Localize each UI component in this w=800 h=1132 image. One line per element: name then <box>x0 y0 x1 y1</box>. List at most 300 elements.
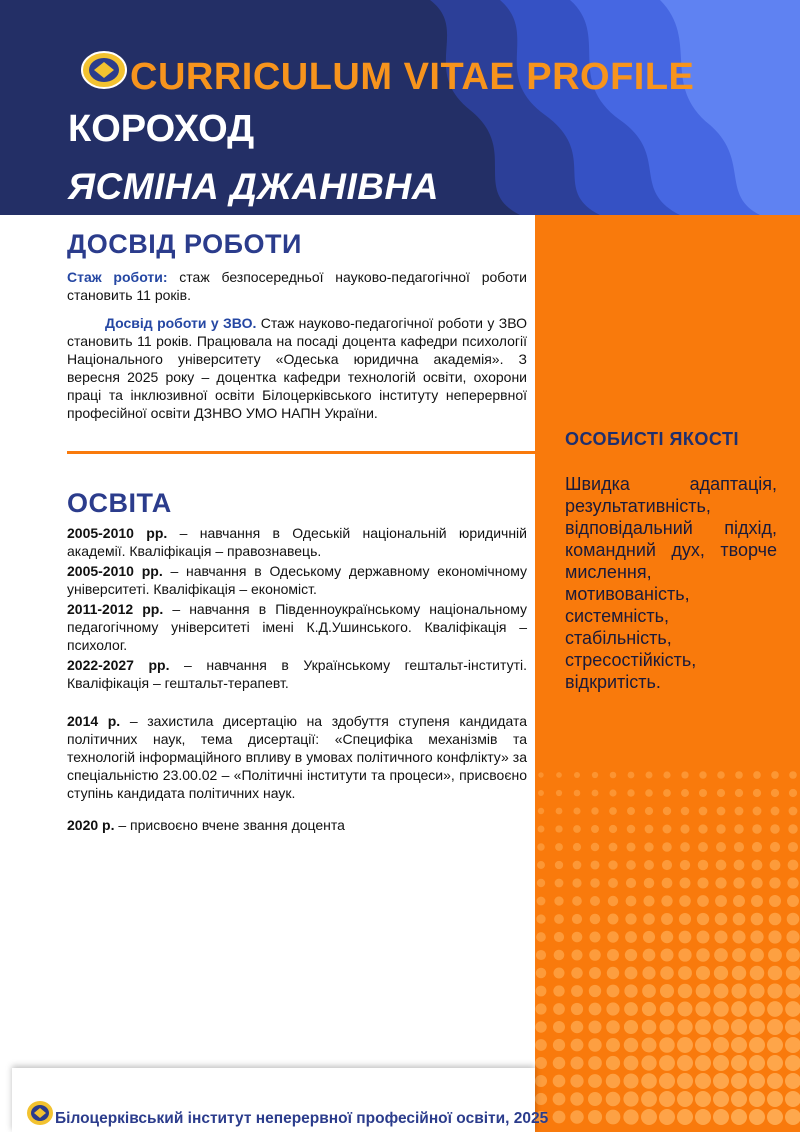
halftone-dot <box>768 966 782 980</box>
halftone-dot <box>713 1055 729 1071</box>
halftone-dot <box>734 860 745 871</box>
halftone-dot <box>553 1075 566 1088</box>
halftone-dot <box>696 948 710 962</box>
halftone-dot <box>643 913 655 925</box>
halftone-dot <box>553 1111 566 1124</box>
halftone-dot <box>749 1109 765 1125</box>
halftone-dot <box>731 1019 747 1035</box>
halftone-dot <box>767 1019 783 1035</box>
halftone-dot <box>696 984 711 999</box>
halftone-dot <box>535 1075 547 1087</box>
qualities-heading: ОСОБИСТІ ЯКОСТІ <box>565 429 739 449</box>
halftone-dot <box>589 985 601 997</box>
halftone-dot <box>590 896 600 906</box>
halftone-dot <box>713 1037 729 1053</box>
halftone-dot <box>626 878 636 888</box>
halftone-dot <box>536 950 546 960</box>
halftone-dot <box>749 1073 765 1089</box>
halftone-dot <box>607 931 618 942</box>
halftone-dot <box>608 896 618 906</box>
experience-text-2: Стаж науково-педагогічної роботи у ЗВО становить 11 років. Працювала на посаді доцента кафедри психології Національного університету «Одеська юридична академія». З вересня 2025 року – доцентка кафедри технологій освіти, охорони праці та інклюзивної освіти Білоцерківського інституту неперервної професійної освіти ДЗНВО УМО НАПН України. <box>67 315 527 421</box>
halftone-dot <box>749 983 764 998</box>
education-item-text: – навчання в Українському гештальт-інституті. Кваліфікація – гештальт-терапевт. <box>67 657 527 691</box>
halftone-dot <box>571 1039 584 1052</box>
halftone-dot <box>554 968 565 979</box>
halftone-dot <box>715 895 727 907</box>
halftone-dot <box>606 1020 620 1034</box>
halftone-dot <box>751 913 764 926</box>
halftone-dot <box>714 948 728 962</box>
experience-label-1: Стаж роботи: <box>67 269 168 285</box>
halftone-dot <box>731 1037 747 1053</box>
halftone-dot <box>767 1037 783 1053</box>
halftone-dot <box>663 771 670 778</box>
halftone-dot <box>623 1073 638 1088</box>
halftone-dot <box>571 1021 584 1034</box>
halftone-dot <box>643 931 655 943</box>
halftone-dot <box>785 1109 800 1125</box>
halftone-dot <box>641 1109 657 1125</box>
halftone-dot <box>713 1001 728 1016</box>
halftone-dot <box>749 1091 765 1107</box>
halftone-dot <box>677 1091 693 1107</box>
experience-paragraph-1 <box>67 268 527 304</box>
halftone-dot <box>752 860 763 871</box>
halftone-dot <box>554 950 565 961</box>
halftone-dot <box>713 1073 729 1089</box>
experience-paragraph-2 <box>67 314 527 422</box>
halftone-dot <box>695 1019 711 1035</box>
halftone-dot <box>556 790 562 796</box>
halftone-dot <box>771 789 779 797</box>
halftone-dot <box>786 948 800 962</box>
halftone-dot <box>659 1037 674 1052</box>
halftone-dot <box>678 948 691 961</box>
experience-text-1: стаж безпосередньої науково-педагогічної роботи становить 11 років. <box>67 269 527 303</box>
halftone-dot <box>767 1001 783 1017</box>
halftone-dot <box>573 861 582 870</box>
halftone-dot <box>785 1055 800 1071</box>
education-item-text: – навчання в Південноукраїнському національному педагогічному університеті імені К.Д.Ушинського. Кваліфікація – психолог. <box>67 601 527 653</box>
halftone-dot <box>695 1073 711 1089</box>
halftone-dot <box>571 967 582 978</box>
education-heading: ОСВІТА <box>67 488 172 518</box>
halftone-dot <box>536 968 546 978</box>
halftone-dot <box>749 1055 765 1071</box>
education-item <box>67 600 527 654</box>
halftone-dot <box>589 967 601 979</box>
halftone-dot <box>787 913 800 926</box>
halftone-dot <box>677 1109 693 1125</box>
halftone-dot <box>643 949 656 962</box>
halftone-dot <box>535 1021 546 1032</box>
halftone-dot <box>789 807 798 816</box>
halftone-dot <box>661 931 673 943</box>
halftone-dot <box>697 913 709 925</box>
halftone-dot <box>606 1002 619 1015</box>
halftone-dot <box>785 1073 800 1089</box>
halftone-dot <box>626 896 637 907</box>
halftone-dot <box>570 1074 583 1087</box>
halftone-dot <box>623 1091 638 1106</box>
halftone-dot <box>732 948 746 962</box>
halftone-dot <box>731 1073 747 1089</box>
halftone-dot <box>717 771 725 779</box>
halftone-dot <box>574 772 580 778</box>
halftone-dot <box>536 914 545 923</box>
halftone-dot <box>627 807 635 815</box>
halftone-dot <box>713 1019 729 1035</box>
halftone-dot <box>788 824 797 833</box>
halftone-dot <box>696 966 710 980</box>
halftone-dot <box>609 825 617 833</box>
halftone-dot <box>553 1003 565 1015</box>
halftone-dot <box>588 1038 601 1051</box>
halftone-dot <box>661 913 673 925</box>
halftone-dot <box>537 861 545 869</box>
halftone-dot <box>535 1039 547 1051</box>
halftone-dot <box>645 789 653 797</box>
halftone-dot <box>731 983 746 998</box>
halftone-dot <box>788 842 798 852</box>
halftone-dot <box>699 789 707 797</box>
halftone-dot <box>789 771 797 779</box>
halftone-dot <box>554 896 563 905</box>
halftone-dot <box>697 877 708 888</box>
halftone-dot <box>681 789 689 797</box>
halftone-dot <box>588 1074 602 1088</box>
halftone-dot <box>625 949 637 961</box>
halftone-dot <box>785 1091 800 1107</box>
halftone-dot <box>645 807 653 815</box>
halftone-dot <box>537 879 545 887</box>
halftone-dot <box>768 948 782 962</box>
halftone-dot <box>677 1037 693 1053</box>
halftone-dot <box>607 949 619 961</box>
halftone-dot <box>555 825 562 832</box>
halftone-dot <box>570 1092 583 1105</box>
halftone-dot <box>678 966 692 980</box>
halftone-dot <box>678 1002 693 1017</box>
halftone-dot <box>731 1109 747 1125</box>
halftone-dot <box>731 1055 747 1071</box>
halftone-dot <box>733 913 746 926</box>
halftone-dot <box>623 1109 638 1124</box>
halftone-dot <box>626 860 636 870</box>
dissertation-item <box>67 712 527 802</box>
halftone-dot <box>786 966 800 980</box>
halftone-dot <box>606 1056 620 1070</box>
halftone-dot <box>659 1109 675 1125</box>
halftone-dot <box>554 932 564 942</box>
halftone-dot <box>606 1074 620 1088</box>
halftone-dot <box>678 984 692 998</box>
halftone-dot <box>789 789 797 797</box>
halftone-dot <box>591 843 600 852</box>
halftone-dot <box>572 878 581 887</box>
given-name: ЯСМІНА ДЖАНІВНА <box>68 166 439 207</box>
halftone-dot <box>573 825 581 833</box>
halftone-dot <box>553 1021 565 1033</box>
halftone-dot <box>588 1056 602 1070</box>
halftone-dot <box>717 807 726 816</box>
halftone-dot <box>697 895 709 907</box>
halftone-dot <box>680 878 691 889</box>
halftone-dot <box>699 771 706 778</box>
halftone-dot <box>769 895 781 907</box>
halftone-dot <box>555 843 563 851</box>
dissertation-text: – захистила дисертацію на здобуття ступеня кандидата політичних наук, тема дисертації: «Специфіка механізмів та технологій інформаційного впливу в умовах політичного конфлікту» за спеціальністю 23.00.02 – «Політичні інститути та процеси», присвоєно ступінь кандидата політичних наук. <box>67 713 527 801</box>
halftone-dot <box>553 1057 565 1069</box>
halftone-dot <box>733 895 745 907</box>
halftone-dot <box>713 1091 729 1107</box>
cv-title: CURRICULUM VITAE PROFILE <box>130 56 695 98</box>
halftone-dot <box>589 1003 602 1016</box>
halftone-dot <box>660 984 674 998</box>
halftone-dot <box>642 984 656 998</box>
footer-institute-name: Білоцерківський інститут неперервної професійної освіти, 2025 <box>55 1110 549 1127</box>
halftone-dot <box>732 966 746 980</box>
halftone-dot <box>538 772 543 777</box>
halftone-dot <box>753 771 761 779</box>
halftone-dot <box>662 842 672 852</box>
halftone-dot <box>555 879 564 888</box>
halftone-dot <box>715 913 727 925</box>
halftone-dot <box>572 932 583 943</box>
halftone-dot <box>642 1038 657 1053</box>
halftone-dot <box>679 913 691 925</box>
halftone-dot <box>643 895 654 906</box>
halftone-dot <box>624 984 637 997</box>
halftone-dot <box>625 931 637 943</box>
halftone-dot <box>659 1073 675 1089</box>
halftone-dot <box>785 983 800 998</box>
halftone-dot <box>767 1073 783 1089</box>
halftone-dot <box>624 1020 638 1034</box>
halftone-dot <box>554 914 564 924</box>
halftone-dot <box>716 842 726 852</box>
institute-logo-small-icon <box>26 1100 54 1126</box>
halftone-dot <box>592 772 598 778</box>
halftone-dot <box>609 843 618 852</box>
halftone-dot <box>679 931 692 944</box>
halftone-dot <box>767 1055 783 1071</box>
halftone-dot <box>785 1019 800 1035</box>
halftone-dot <box>697 931 710 944</box>
halftone-dot <box>695 1091 711 1107</box>
academic-title-text: – присвоєно вчене звання доцента <box>114 817 345 833</box>
halftone-dot <box>570 1056 583 1069</box>
halftone-dot <box>624 1056 639 1071</box>
halftone-dot <box>679 895 691 907</box>
halftone-dot <box>731 1001 747 1017</box>
halftone-dot <box>767 1091 783 1107</box>
halftone-dot <box>680 842 690 852</box>
halftone-dot <box>732 930 745 943</box>
halftone-dot <box>680 860 690 870</box>
dissertation-label: 2014 р. <box>67 713 121 729</box>
halftone-dot <box>662 860 672 870</box>
halftone-dot <box>588 1092 602 1106</box>
halftone-dot <box>698 824 707 833</box>
personal-qualities-panel <box>535 215 800 1132</box>
halftone-dot <box>572 914 582 924</box>
halftone-dot <box>535 1093 547 1105</box>
halftone-dot <box>642 1002 656 1016</box>
halftone-dot <box>770 860 781 871</box>
halftone-dot <box>645 825 654 834</box>
halftone-dot <box>645 771 652 778</box>
halftone-dot <box>588 1020 601 1033</box>
halftone-dot <box>663 789 671 797</box>
halftone-dot <box>767 983 782 998</box>
education-item-text: – навчання в Одеській національній юридичній академії. Кваліфікація – правознавець. <box>67 525 527 559</box>
halftone-dot <box>698 860 709 871</box>
halftone-dot <box>753 807 762 816</box>
halftone-dot <box>716 824 725 833</box>
halftone-dot <box>770 842 780 852</box>
halftone-dot <box>535 1003 546 1014</box>
halftone-dot <box>659 1091 675 1107</box>
halftone-dot <box>677 1073 693 1089</box>
halftone-dot <box>768 930 781 943</box>
halftone-dot <box>680 824 689 833</box>
halftone-dot <box>767 1109 783 1125</box>
experience-label-2: Досвід роботи у ЗВО. <box>105 315 257 331</box>
halftone-dot <box>588 1110 602 1124</box>
halftone-dot <box>573 807 580 814</box>
halftone-dot <box>771 807 780 816</box>
halftone-dot <box>644 878 654 888</box>
halftone-dot <box>661 949 674 962</box>
halftone-dot <box>734 824 743 833</box>
halftone-dot <box>641 1091 657 1107</box>
halftone-dot <box>749 1019 765 1035</box>
halftone-dot <box>713 1109 729 1125</box>
halftone-dot <box>538 808 544 814</box>
halftone-dot <box>733 877 744 888</box>
halftone-dot <box>590 878 600 888</box>
halftone-dot <box>574 790 581 797</box>
halftone-dot <box>592 790 599 797</box>
halftone-dot <box>642 966 655 979</box>
halftone-dot <box>677 1055 693 1071</box>
halftone-dot <box>536 986 547 997</box>
education-item-label: 2022-2027 рр. <box>67 657 170 673</box>
halftone-dot <box>751 895 763 907</box>
halftone-dot <box>556 808 563 815</box>
halftone-dot <box>699 807 708 816</box>
halftone-dot <box>752 842 762 852</box>
halftone-dot <box>590 860 599 869</box>
halftone-dot <box>537 843 544 850</box>
halftone-dot <box>662 878 673 889</box>
halftone-dot <box>641 1055 656 1070</box>
halftone-dot <box>663 807 671 815</box>
halftone-dot <box>714 930 727 943</box>
halftone-dot <box>628 772 635 779</box>
halftone-dot <box>735 789 743 797</box>
halftone-dot <box>731 1091 747 1107</box>
halftone-dot <box>787 877 798 888</box>
education-item-label: 2005-2010 рр. <box>67 563 163 579</box>
halftone-dot <box>589 931 600 942</box>
education-item-label: 2011-2012 рр. <box>67 601 164 617</box>
halftone-dot <box>735 771 743 779</box>
halftone-dot <box>538 826 545 833</box>
section-divider <box>67 451 535 454</box>
halftone-dot <box>606 1038 620 1052</box>
halftone-dot <box>661 895 672 906</box>
halftone-dot <box>752 824 762 834</box>
halftone-dot <box>749 1037 765 1053</box>
academic-title-label: 2020 р. <box>67 817 115 833</box>
halftone-dot <box>770 824 780 834</box>
halftone-dot <box>555 861 563 869</box>
halftone-dot <box>717 789 725 797</box>
halftone-dot <box>753 789 761 797</box>
halftone-dot <box>735 807 744 816</box>
halftone-dot <box>570 1110 583 1123</box>
academic-title-item <box>67 816 527 834</box>
halftone-dot <box>625 913 636 924</box>
halftone-dot <box>608 914 619 925</box>
halftone-dot <box>663 825 672 834</box>
halftone-dot <box>786 930 799 943</box>
halftone-dot <box>553 1093 566 1106</box>
education-item <box>67 524 527 560</box>
halftone-dot <box>771 771 779 779</box>
halftone-dot <box>644 860 654 870</box>
halftone-dot <box>609 789 616 796</box>
education-item <box>67 562 527 598</box>
halftone-dot <box>571 985 583 997</box>
halftone-dot <box>553 985 564 996</box>
halftone-dot <box>785 1001 800 1017</box>
education-item-text: – навчання в Одеському державному економічному університеті. Кваліфікація – економіст. <box>67 563 527 597</box>
halftone-dot <box>572 896 582 906</box>
qualities-text: Швидка адаптація, результативність, відповідальний підхід, командний дух, творче мислення, мотивованість, системність, стабільність, стресостійкість, відкритість. <box>565 474 777 692</box>
halftone-dot <box>624 1002 638 1016</box>
surname: КОРОХОД <box>68 108 255 150</box>
halftone-dot <box>589 949 601 961</box>
halftone-dot <box>751 877 762 888</box>
halftone-dot <box>681 771 688 778</box>
halftone-dot <box>695 1037 711 1053</box>
halftone-dot <box>627 789 634 796</box>
education-item <box>67 656 527 692</box>
halftone-dot <box>715 877 726 888</box>
header-banner <box>0 0 800 215</box>
halftone-dot <box>769 877 780 888</box>
halftone-dot <box>609 807 617 815</box>
halftone-dot <box>641 1073 657 1089</box>
experience-heading: ДОСВІД РОБОТИ <box>67 229 302 259</box>
halftone-dot <box>788 860 799 871</box>
halftone-dot <box>681 807 690 816</box>
halftone-dot <box>659 1055 675 1071</box>
halftone-dot <box>553 1039 565 1051</box>
halftone-dot <box>627 825 636 834</box>
halftone-dot <box>610 772 617 779</box>
halftone-dot <box>571 1003 583 1015</box>
halftone-dot <box>625 967 638 980</box>
halftone-dot <box>591 807 598 814</box>
halftone-dot <box>714 966 728 980</box>
halftone-dot <box>695 1055 711 1071</box>
institute-logo-icon <box>80 50 128 90</box>
halftone-dot <box>591 825 599 833</box>
